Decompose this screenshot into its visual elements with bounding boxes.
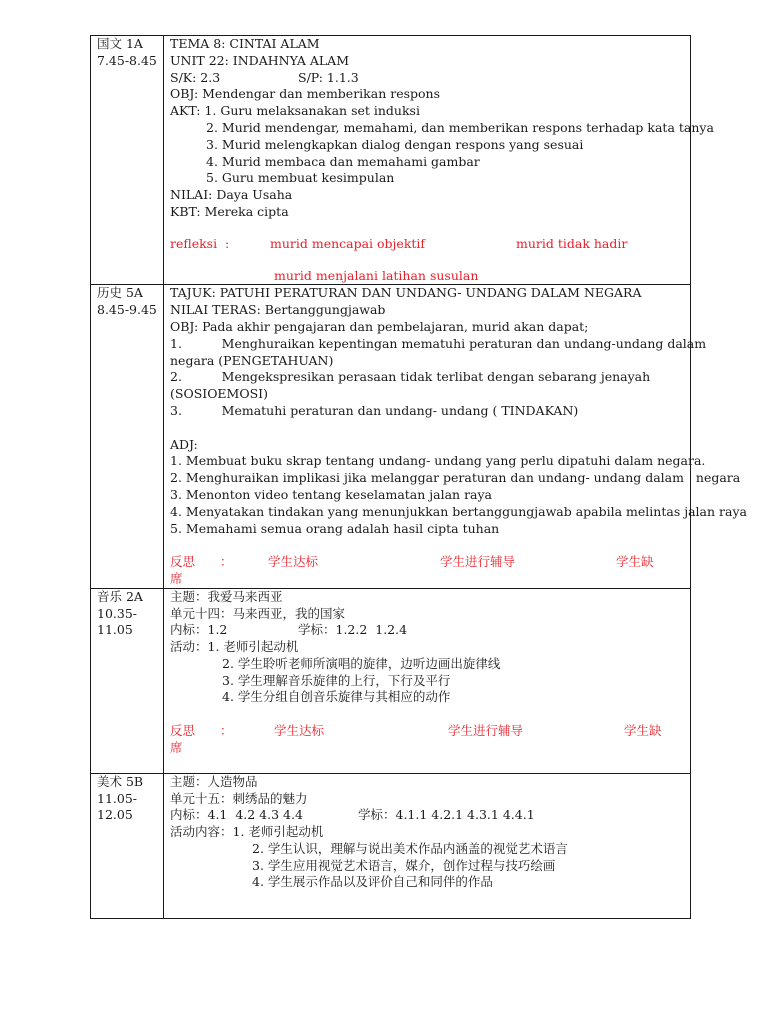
adj-item: 5. Memahami semua orang adalah hasil cipta tuhan (170, 520, 500, 536)
time-label: 11.05 (97, 622, 133, 638)
reflection-option-absent-wrap: 席 (170, 739, 183, 755)
reflection-label: 反思 (170, 554, 196, 570)
objective-line: OBJ: Pada akhir pengajaran dan pembelajaran, murid akan dapat; (170, 318, 589, 334)
unit-line: UNIT 22: INDAHNYA ALAM (170, 52, 350, 68)
unit-line: 单元十四：马来西亚，我的国家 (170, 605, 346, 621)
activity-line: 2. Murid mendengar, memahami, dan memberikan respons terhadap kata tanya (206, 119, 714, 135)
objective-item: (SOSIOEMOSI) (170, 386, 268, 402)
reflection-line (170, 723, 686, 740)
reflection-label: refleksi : (170, 235, 230, 251)
activity-line: 活动内容：1. 老师引起动机 (170, 824, 324, 840)
subject-cell (91, 285, 164, 588)
learning-standard: 学标：4.1.1 4.2.1 4.3.1 4.4.1 (358, 807, 535, 823)
lesson-plan-table (90, 35, 747, 919)
spacer (170, 537, 686, 554)
reflection-line (170, 236, 686, 253)
activity-line: 2. 学生认识，理解与说出美术作品内涵盖的视觉艺术语言 (252, 840, 568, 856)
time-label: 11.05- (97, 790, 138, 806)
lesson-content-cell (164, 285, 747, 588)
activity-line: AKT: 1. Guru melaksanakan set induksi (170, 103, 420, 119)
spacer (170, 253, 686, 268)
topic-line: TAJUK: PATUHI PERATURAN DAN UNDANG- UNDANG DALAM NEGARA (170, 285, 642, 301)
theme-line: 主题：我爱马来西亚 (170, 588, 283, 604)
activity-line: 3. 学生理解音乐旋律的上行，下行及平行 (222, 672, 451, 688)
subject-cell (91, 588, 164, 773)
reflection-colon: ： (220, 723, 233, 739)
objective-item: 1. Menghuraikan kepentingan mematuhi peraturan dan undang-undang dalam (170, 335, 707, 351)
reflection-option-achieved: murid mencapai objektif (270, 235, 426, 251)
reflection-option-absent: murid tidak hadir (516, 235, 628, 251)
objective-item: 2. Mengekspresikan perasaan tidak terlibat dengan sebarang jenayah (170, 369, 651, 385)
reflection-line (170, 554, 686, 571)
activity-line: 3. 学生应用视觉艺术语言，媒介，创作过程与技巧绘画 (252, 857, 556, 873)
subject-label: 历史 5A (97, 285, 143, 301)
reflection-colon: ： (220, 554, 233, 570)
content-standard: 内标：4.1 4.2 4.3 4.4 (170, 807, 303, 823)
subject-label: 美术 5B (97, 773, 144, 789)
activity-line: 4. 学生展示作品以及评价自己和同伴的作品 (252, 874, 493, 890)
activity-line: 4. 学生分组自创音乐旋律与其相应的动作 (222, 689, 451, 705)
lesson-content-cell (164, 773, 691, 918)
subject-cell (91, 36, 164, 285)
reflection-option-remedial: murid menjalani latihan susulan (274, 267, 479, 283)
spacer (170, 706, 686, 723)
theme-line: 主题：人造物品 (170, 773, 258, 789)
lesson-plan-sheet (90, 35, 747, 919)
lesson-row-bahasa (91, 36, 691, 285)
spacer (170, 420, 686, 437)
reflection-option-absent: 学生缺 (616, 554, 654, 570)
activity-line: 5. Guru membuat kesimpulan (206, 170, 395, 186)
sp-value: S/P: 1.1.3 (298, 69, 359, 85)
objective-item: 3. Mematuhi peraturan dan undang- undang ( TINDAKAN) (170, 402, 579, 418)
adj-item: 1. Membuat buku skrap tentang undang- undang yang perlu dipatuhi dalam negara. (170, 453, 706, 469)
subject-cell (91, 773, 164, 918)
lesson-row-art (91, 773, 691, 918)
sk-value: S/K: 2.3 (170, 69, 221, 85)
reflection-option-tutoring: 学生进行辅导 (448, 723, 524, 739)
subject-label: 国文 1A (97, 36, 143, 51)
adj-item: 4. Menyatakan tindakan yang menunjukkan bertanggungjawab apabila melintas jalan raya (170, 503, 747, 519)
subject-label: 音乐 2A (97, 588, 143, 604)
objective-item: negara (PENGETAHUAN) (170, 352, 334, 368)
reflection-label: 反思 (170, 723, 196, 739)
kbt-line: KBT: Mereka cipta (170, 203, 289, 219)
standards-line (170, 622, 686, 639)
adj-item: 2. Menghuraikan implikasi jika melanggar peraturan dan undang- undang dalam negara (170, 470, 741, 486)
content-standard: 内标：1.2 (170, 622, 228, 638)
reflection-option-achieved: 学生达标 (268, 554, 319, 570)
standards-line (170, 70, 686, 87)
lesson-row-music (91, 588, 691, 773)
lesson-content-cell (164, 36, 714, 285)
activity-line: 活动：1. 老师引起动机 (170, 639, 299, 655)
lesson-row-history (91, 285, 691, 588)
reflection-option-achieved: 学生达标 (274, 723, 325, 739)
spacer (170, 221, 686, 236)
time-label: 12.05 (97, 807, 133, 823)
adj-item: 3. Menonton video tentang keselamatan jalan raya (170, 486, 493, 502)
activity-line: 4. Murid membaca dan memahami gambar (206, 153, 480, 169)
reflection-option-absent-wrap: 席 (170, 570, 183, 586)
activity-line: 2. 学生聆听老师所演唱的旋律，边听边画出旋律线 (222, 655, 501, 671)
learning-standard: 学标：1.2.2 1.2.4 (298, 622, 408, 638)
standards-line (170, 807, 686, 824)
reflection-option-absent: 学生缺 (624, 723, 662, 739)
lesson-content-cell (164, 588, 691, 773)
adj-heading: ADJ: (170, 436, 198, 452)
unit-line: 单元十五：刺绣品的魅力 (170, 790, 308, 806)
value-line: NILAI TERAS: Bertanggungjawab (170, 302, 386, 318)
reflection-option-tutoring: 学生进行辅导 (440, 554, 516, 570)
activity-line: 3. Murid melengkapkan dialog dengan respons yang sesuai (206, 136, 584, 152)
time-label: 7.45-8.45 (97, 52, 157, 68)
time-label: 10.35- (97, 605, 138, 621)
theme-line: TEMA 8: CINTAI ALAM (170, 36, 320, 51)
value-line: NILAI: Daya Usaha (170, 187, 293, 203)
objective-line: OBJ: Mendengar dan memberikan respons (170, 86, 441, 102)
time-label: 8.45-9.45 (97, 302, 157, 318)
